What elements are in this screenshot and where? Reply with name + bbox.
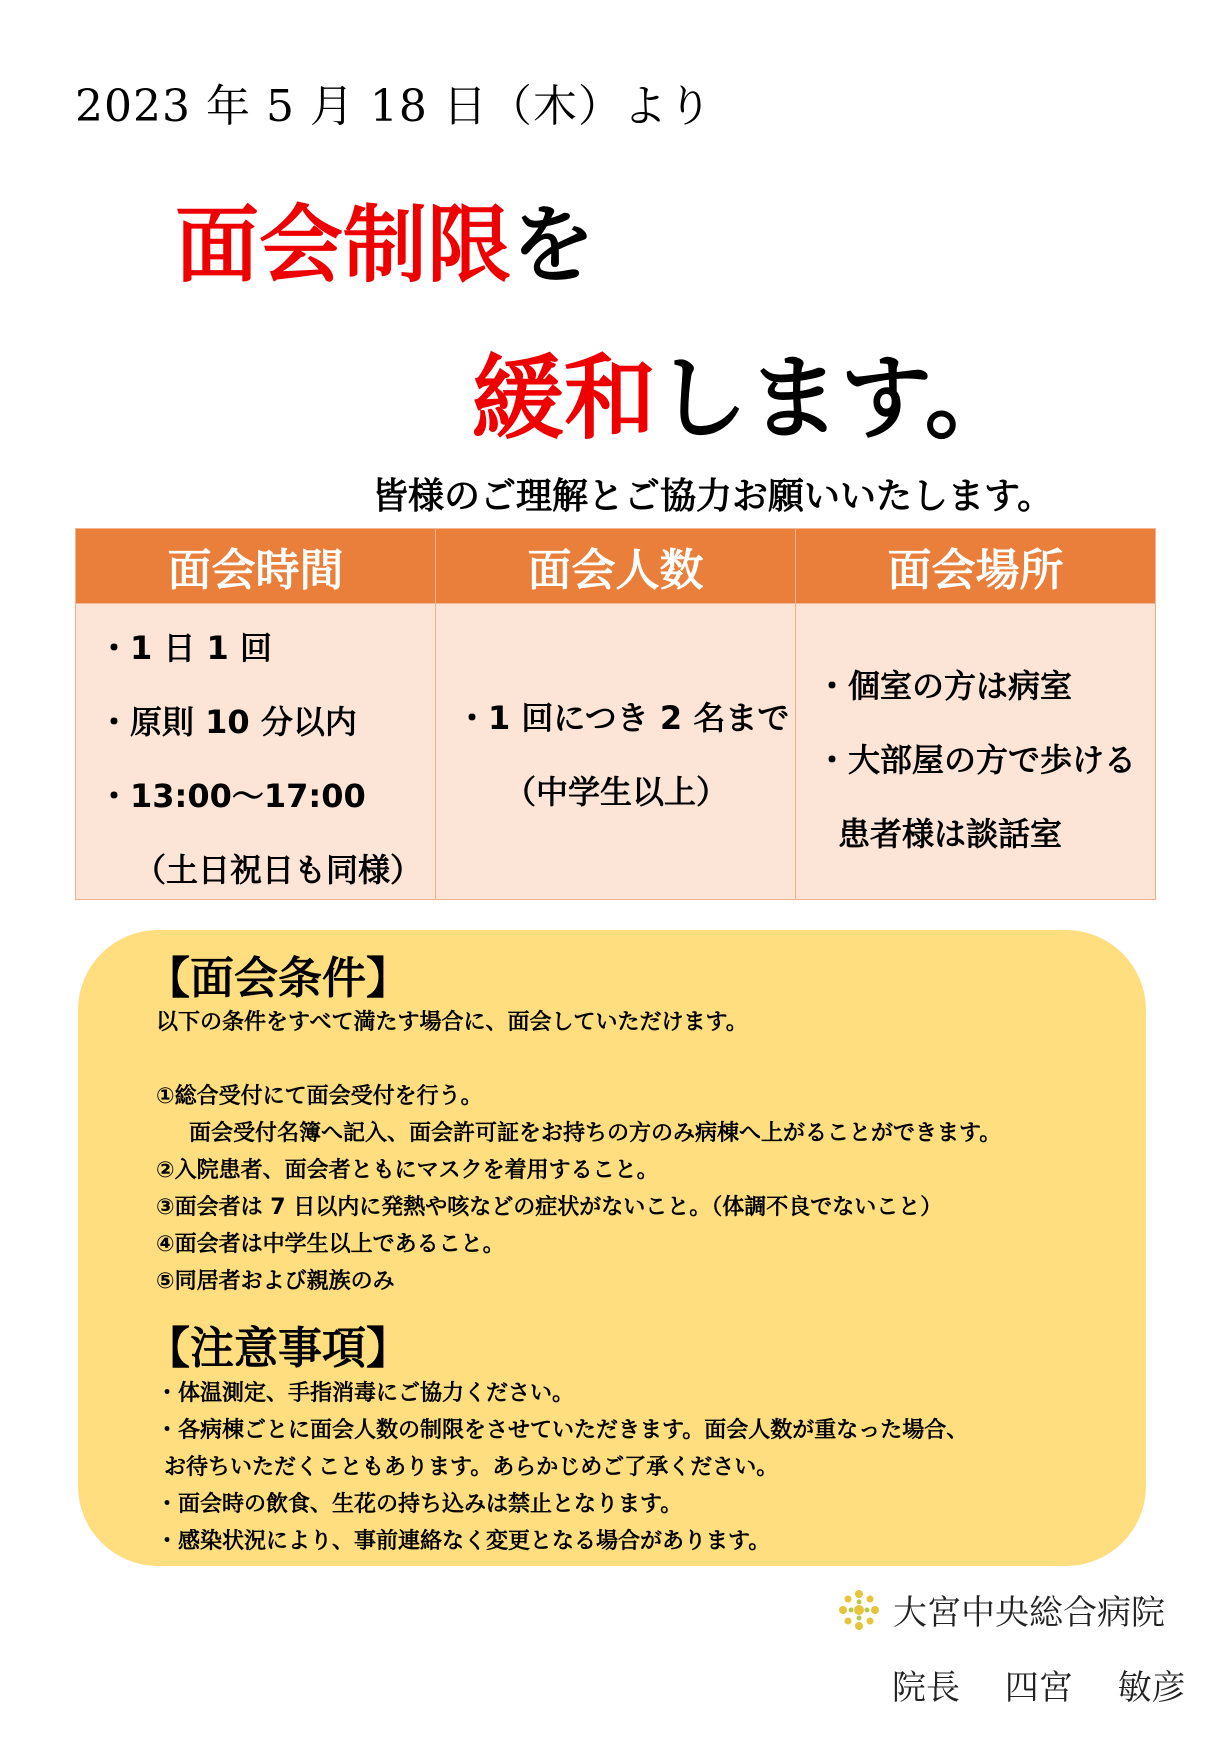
cell-visitor-count: [436, 604, 796, 900]
flower-logo-icon: [835, 1586, 883, 1634]
count-line-1: ・1 回につき 2 名まで: [456, 699, 790, 737]
note-item-4: ・感染状況により、事前連絡なく変更となる場合があります。: [156, 1529, 771, 1554]
conditions-list: [156, 1004, 1001, 1300]
hospital-name: 大宮中央総合病院: [893, 1593, 1165, 1633]
condition-item-2: ②入院患者、面会者ともにマスクを着用すること。: [156, 1158, 659, 1183]
headline-black-2: します。: [656, 345, 1017, 452]
headline-line-2: [472, 325, 1017, 457]
notes-list: [156, 1375, 968, 1560]
note-item-2: ・各病棟ごとに面会人数の制限をさせていただきます。面会人数が重なった場合、: [156, 1418, 969, 1443]
time-line-1: ・1 日 1 回: [98, 629, 272, 667]
condition-item-4: ④面会者は中学生以上であること。: [156, 1232, 505, 1257]
conditions-intro: 以下の条件をすべて満たす場合に、面会していただけます。: [156, 1010, 748, 1035]
place-line-2: ・大部屋の方で歩ける: [816, 741, 1137, 779]
hospital-signature: [835, 1585, 1165, 1634]
time-line-3: ・13:00～17:00: [98, 777, 366, 815]
condition-item-1: ①総合受付にて面会受付を行う。: [156, 1084, 483, 1109]
header-visitor-count: 面会人数: [436, 529, 796, 604]
header-visit-time: 面会時間: [76, 529, 436, 604]
subtitle: 皆様のご理解とご協力お願いいたします。: [372, 476, 1054, 517]
place-line-3: 患者様は談話室: [838, 815, 1063, 853]
cell-visit-place: [796, 604, 1156, 900]
headline-red-1: 面会制限: [175, 196, 512, 294]
note-item-2-cont: お待ちいただくこともあります。あらかじめご了承ください。: [164, 1455, 779, 1480]
count-line-2: （中学生以上）: [504, 773, 729, 811]
headline-black-1: を: [511, 196, 596, 294]
conditions-box: [78, 930, 1146, 1566]
conditions-heading: 【面会条件】: [146, 953, 410, 1004]
effective-date: 2023 年 5 月 18 日（木）より: [75, 81, 713, 132]
note-item-3: ・面会時の飲食、生花の持ち込みは禁止となります。: [156, 1492, 683, 1517]
time-line-2: ・原則 10 分以内: [98, 703, 357, 741]
note-item-1: ・体温測定、手指消毒にご協力ください。: [156, 1381, 575, 1406]
headline-line-1: [175, 178, 595, 299]
condition-item-3: ③面会者は 7 日以内に発熱や咳などの症状がないこと。（体調不良でないこと）: [156, 1195, 943, 1220]
cell-visit-time: [76, 604, 436, 900]
condition-item-1-detail: 面会受付名簿へ記入、面会許可証をお持ちの方のみ病棟へ上がることができます。: [189, 1121, 1002, 1146]
place-line-1: ・個室の方は病室: [816, 667, 1073, 705]
headline-red-2: 緩和: [472, 345, 657, 452]
time-line-4: （土日祝日も同様）: [134, 851, 423, 889]
visit-info-table: [75, 528, 1156, 900]
director-name: 院長 四宮 敏彦: [892, 1668, 1186, 1708]
notes-heading: 【注意事項】: [146, 1323, 410, 1374]
condition-item-5: ⑤同居者および親族のみ: [156, 1269, 395, 1294]
header-visit-place: 面会場所: [796, 529, 1156, 604]
